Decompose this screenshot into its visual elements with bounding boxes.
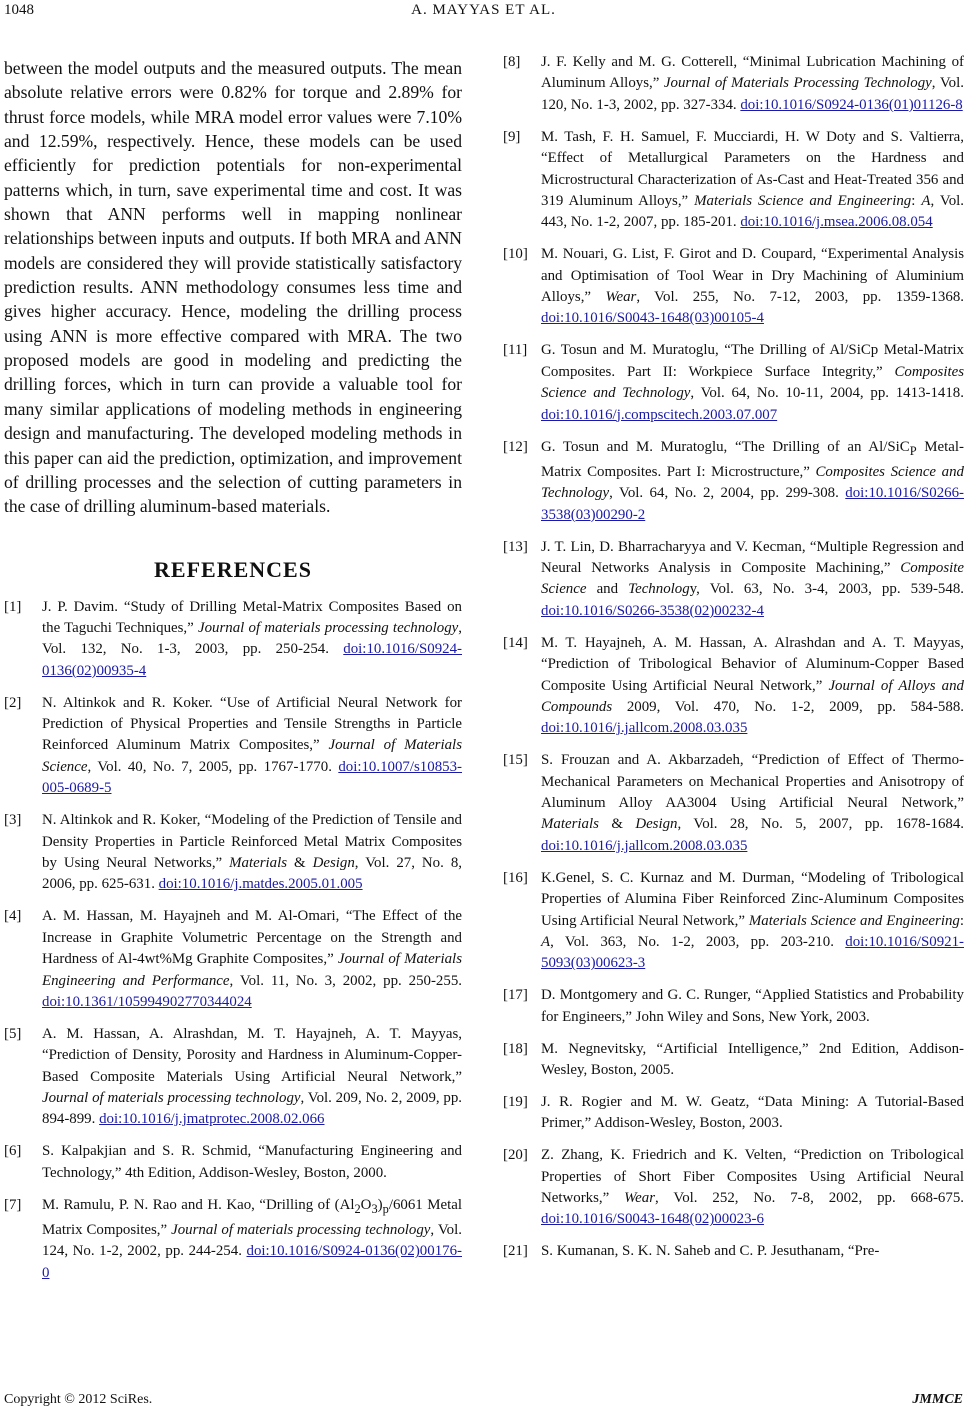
reference-number: [12] <box>503 438 528 455</box>
doi-link[interactable]: doi:10.1016/j.jmatprotec.2008.02.066 <box>99 1111 325 1128</box>
reference-text: O <box>360 1196 372 1213</box>
reference-text: ) <box>377 1196 383 1213</box>
reference-text: , Vol. 363, No. 1-2, 2003, pp. 203-210. <box>550 934 846 950</box>
reference-italic: Composites Science and Technology <box>541 463 964 502</box>
reference-text: D. Montgomery and G. C. Runger, “Applied Statistics and Probability for Engineers,” John Wiley and Sons, New York, 2003. <box>541 987 964 1025</box>
reference-item <box>503 537 964 623</box>
reference-italic: Journal of Materials Science <box>42 737 462 775</box>
reference-italic: Composites Science and Technology <box>541 363 964 402</box>
reference-text: N. Altinkok and R. Koker, “Modeling of the Prediction of Tensile and Density Properties in Particle Reinforced Metal Matrix Composites by Using Neural Networks,” <box>42 812 462 871</box>
reference-italic: Journal of materials processing technology <box>197 619 459 636</box>
reference-number: [16] <box>503 869 528 886</box>
running-title: A. MAYYAS ET AL. <box>411 2 556 18</box>
reference-italic: Journal of Materials Processing Technology <box>663 75 932 92</box>
doi-link[interactable]: doi:10.1016/S0266-3538(03)00290-2 <box>541 485 964 523</box>
reference-text: Z. Zhang, K. Friedrich and K. Velten, “Prediction on Tribological Properties of Short Fiber Composites Using Artificial Neural Networks,” <box>541 1147 964 1207</box>
reference-text: , Vol. 27, No. 8, 2006, pp. 625-631. <box>42 855 462 893</box>
reference-item <box>4 1024 462 1131</box>
reference-number: [10] <box>503 246 528 263</box>
reference-item <box>4 906 462 1013</box>
reference-text: J. T. Lin, D. Bharracharyya and V. Kecman, “Multiple Regression and Neural Networks Analysis in Composite Machining,” <box>541 538 964 576</box>
left-column <box>4 56 462 1295</box>
reference-italic: Journal of Materials Engineering and Performance <box>42 951 462 989</box>
reference-text: S. Kumanan, S. K. N. Saheb and C. P. Jesuthanam, “Pre- <box>541 1243 880 1260</box>
reference-number: [19] <box>503 1093 528 1110</box>
reference-number: [15] <box>503 752 528 769</box>
reference-italic: Materials <box>229 855 288 871</box>
reference-number: [20] <box>503 1147 528 1164</box>
reference-item <box>503 633 964 740</box>
reference-text: & <box>598 816 636 833</box>
reference-item <box>503 1145 964 1231</box>
reference-number: [6] <box>4 1143 22 1160</box>
reference-number: [8] <box>503 54 521 70</box>
reference-text: Metal-Matrix Composites. Part I: Microstructure,” <box>541 438 965 480</box>
doi-link[interactable]: doi:10.1016/S0043-1648(02)00023-6 <box>541 1211 764 1228</box>
reference-italic: Wear <box>605 289 637 306</box>
reference-italic: Materials Science and Engineering <box>748 912 960 929</box>
reference-italic: Wear <box>624 1190 656 1207</box>
reference-text: : <box>959 912 964 929</box>
reference-number: [5] <box>4 1025 22 1042</box>
doi-link[interactable]: doi:10.1016/j.jallcom.2008.03.035 <box>541 837 748 854</box>
reference-italic: Composite Science <box>541 560 964 598</box>
references-heading: REFERENCES <box>154 556 312 582</box>
conclusion-paragraph: between the model outputs and the measured outputs. The mean absolute relative errors were 0.82% for torque and 2.89% for thrust force models, while MRA model error values were 7.10% and 12.59%, respectively. Hence, these models can be used efficiently for prediction potentials for non-experimental patterns which, in turn, save experimental time and cost. It was shown that ANN performs well in mapping nonlinear relationships between inputs and outputs. If both MRA and ANN models are considered they will provide statistically satisfactory prediction results. ANN methodology consumes less time and gives higher accuracy. Hence, modeling the drilling process using ANN is more effective compared with MRA. The two proposed models are good in modeling and predicting the drilling forces, which in turn can provide a valuable tool for many similar applications of modeling methods in engineering design and manufacturing. The developed modeling methods in this paper can aid the prediction, optimization, and improvement of drilling processes and the selection of cutting parameters in the case of drilling aluminum-based materials. <box>4 58 462 517</box>
reference-text: A. M. Hassan, A. Alrashdan, M. T. Hayajneh, A. T. Mayyas, “Prediction of Density, Porosity and Hardness in Aluminum-Copper-Based Composite Materials Using Artificial Neural Network,” <box>42 1025 462 1085</box>
reference-text: , Vol. 252, No. 7-8, 2002, pp. 668-675. <box>655 1190 964 1207</box>
reference-item <box>4 1195 462 1285</box>
doi-link[interactable]: doi:10.1016/S0043-1648(03)00105-4 <box>541 310 764 327</box>
reference-number: [13] <box>503 538 528 555</box>
reference-text: , Vol. 64, No. 2, 2004, pp. 299-308. <box>609 485 846 502</box>
doi-link[interactable]: doi:10.1361/105994902770344024 <box>42 993 252 1010</box>
reference-item <box>503 437 964 527</box>
reference-item <box>503 244 964 330</box>
reference-text: and <box>586 581 629 598</box>
reference-number: [2] <box>4 694 22 711</box>
reference-subscript: P <box>909 443 917 458</box>
reference-italic: A <box>541 934 551 950</box>
doi-link[interactable]: doi:10.1016/j.jallcom.2008.03.035 <box>541 720 748 737</box>
reference-text: & <box>287 855 313 871</box>
reference-text: , Vol. 255, No. 7-12, 2003, pp. 1359-1368. <box>636 289 964 306</box>
doi-link[interactable]: doi:10.1016/S0924-0136(02)00176-0 <box>42 1243 462 1281</box>
reference-text: J. R. Rogier and M. W. Geatz, “Data Mining: A Tutorial-Based Primer,” Addison-Wesley, Boston, 2003. <box>541 1093 964 1132</box>
reference-item <box>503 340 964 426</box>
reference-text: , Vol. 120, No. 1-3, 2002, pp. 327-334. <box>541 75 964 113</box>
reference-item <box>4 693 462 800</box>
doi-link[interactable]: doi:10.1007/s10853-005-0689-5 <box>42 758 462 797</box>
reference-text: J. F. Kelly and M. G. Cotterell, “Minimal Lubrication Machining of Aluminum Alloys,” <box>541 54 964 92</box>
reference-number: [9] <box>503 128 521 145</box>
reference-text: y, Vol. 63, No. 3-4, 2003, pp. 539-548. <box>689 581 964 598</box>
reference-text: M. Ramulu, P. N. Rao and H. Kao, “Drilling of (Al <box>42 1196 355 1213</box>
reference-item <box>503 868 964 975</box>
right-column <box>503 52 964 1273</box>
reference-subscript: 2 <box>354 1201 361 1216</box>
reference-text: M. Negnevitsky, “Artificial Intelligence,” 2nd Edition, Addison-Wesley, Boston, 2005. <box>541 1040 964 1079</box>
reference-text: , Vol. 124, No. 1-2, 2002, pp. 244-254. <box>42 1222 462 1260</box>
reference-italic: Journal of materials processing technology <box>171 1222 431 1239</box>
doi-link[interactable]: doi:10.1016/S0921-5093(03)00623-3 <box>541 934 964 972</box>
reference-number: [14] <box>503 634 528 651</box>
reference-subscript: 3 <box>371 1201 378 1216</box>
reference-text: G. Tosun and M. Muratoglu, “The Drilling of an Al/SiC <box>541 438 910 455</box>
reference-italic: Journal of materials processing technology <box>42 1090 301 1107</box>
reference-italic: Materials <box>541 816 599 833</box>
page-header <box>0 0 967 30</box>
reference-text: , Vol. 28, No. 5, 2007, pp. 1678-1684. <box>677 816 965 833</box>
reference-text: , Vol. 11, No. 3, 2002, pp. 250-255. <box>229 972 462 989</box>
reference-text: : <box>911 192 922 209</box>
reference-text: A. M. Hassan, M. Hayajneh and M. Al-Omari, “The Effect of the Increase in Graphite Volumetric Percentage on the Strength and Hardness of Al-4wt%Mg Graphite Composites,” <box>42 908 462 968</box>
reference-number: [11] <box>503 342 528 359</box>
reference-item <box>4 597 462 683</box>
reference-text: , Vol. 64, No. 10-11, 2004, pp. 1413-1418. <box>690 385 964 402</box>
reference-text: M. Tash, F. H. Samuel, F. Mucciardi, H. W Doty and S. Valtierra, “Effect of Metallurgical Parameters on the Hardness and Microstructural Characterization of As-Cast and Heat-Treated 356 and 319 Aluminum Alloys,” <box>541 128 964 209</box>
reference-subscript: p <box>382 1201 389 1216</box>
reference-item <box>4 810 462 896</box>
reference-item <box>503 750 964 857</box>
page-number: 1048 <box>4 2 34 18</box>
reference-number: [1] <box>4 598 22 615</box>
reference-text: , Vol. 132, No. 1-3, 2003, pp. 250-254. <box>42 619 462 658</box>
reference-number: [21] <box>503 1243 528 1260</box>
reference-text: , Vol. 443, No. 1-2, 2007, pp. 185-201. <box>541 192 965 231</box>
doi-link[interactable]: doi:10.1016/S0266-3538(02)00232-4 <box>541 602 764 619</box>
reference-text: S. Kalpakjian and S. R. Schmid, “Manufacturing Engineering and Technology,” 4th Edition, Addison-Wesley, Boston, 2000. <box>42 1143 462 1181</box>
reference-number: [4] <box>4 908 22 925</box>
doi-link[interactable]: doi:10.1016/S0924-0136(01)01126-8 <box>740 96 963 113</box>
reference-text: S. Frouzan and A. Akbarzadeh, “Prediction of Effect of Thermo-Mechanical Parameters on Mechanical Properties and Anisotropy of Aluminum Alloy AA3004 Using Artificial Neural Network,” <box>541 752 964 812</box>
reference-number: [17] <box>503 987 528 1004</box>
reference-italic: Technolog <box>628 581 690 598</box>
reference-item <box>4 1141 462 1184</box>
doi-link[interactable]: doi:10.1016/j.compscitech.2003.07.007 <box>541 406 778 423</box>
reference-item <box>503 1241 964 1262</box>
reference-text: M. Nouari, G. List, F. Girot and D. Coupard, “Experimental Analysis and Optimisation of Tool Wear in Dry Machining of Aluminium Alloys,” <box>541 246 964 306</box>
reference-item <box>503 127 964 234</box>
reference-italic: Design <box>312 855 355 871</box>
reference-text: N. Altinkok and R. Koker. “Use of Artificial Neural Network for Prediction of Physical Properties and Tensile Strengths in Particle Reinforced Aluminum Matrix Composites,” <box>42 694 462 754</box>
reference-number: [7] <box>4 1196 22 1213</box>
reference-italic: A <box>921 192 931 209</box>
reference-text: G. Tosun and M. Muratoglu, “The Drilling of Al/SiCp Metal-Matrix Composites. Part II: Workpiece Surface Integrity,” <box>541 342 964 380</box>
reference-text: K.Genel, S. C. Kurnaz and M. Durman, “Modeling of Tribological Properties of Alumina Fiber Reinforced Zinc-Aluminum Composites Using Artificial Neural Network,” <box>541 869 964 929</box>
reference-number: [3] <box>4 812 22 829</box>
reference-list-left <box>4 597 462 1285</box>
reference-item <box>503 985 964 1028</box>
reference-text: , Vol. 209, No. 2, 2009, pp. 894-899. <box>42 1090 462 1128</box>
reference-text: , Vol. 40, No. 7, 2005, pp. 1767-1770. <box>87 758 339 775</box>
doi-link[interactable]: doi:10.1016/j.matdes.2005.01.005 <box>158 876 363 893</box>
doi-link[interactable]: doi:10.1016/j.msea.2006.08.054 <box>740 214 933 231</box>
journal-abbreviation: JMMCE <box>912 1392 963 1407</box>
doi-link[interactable]: doi:10.1016/S0924-0136(02)00935-4 <box>42 641 462 679</box>
reference-italic: Materials Science and Engineering <box>694 192 912 209</box>
reference-list-right <box>503 52 964 1263</box>
reference-item <box>503 1092 964 1135</box>
reference-italic: Journal of Alloys and Compounds <box>541 677 965 715</box>
copyright-notice: Copyright © 2012 SciRes. <box>4 1392 153 1407</box>
reference-item <box>503 1039 964 1082</box>
reference-text: J. P. Davim. “Study of Drilling Metal-Matrix Composites Based on the Taguchi Techniques,” <box>42 598 462 636</box>
reference-number: [18] <box>503 1040 528 1057</box>
reference-text: 2009, Vol. 470, No. 1-2, 2009, pp. 584-588. <box>612 698 964 715</box>
reference-item <box>503 52 964 116</box>
reference-italic: Design <box>635 816 678 833</box>
reference-text: /6061 Metal Matrix Composites,” <box>42 1196 462 1239</box>
reference-text: M. T. Hayajneh, A. M. Hassan, A. Alrashdan and A. T. Mayyas, “Prediction of Tribological Behavior of Aluminum-Copper Based Composite Using Artificial Neural Network,” <box>541 634 964 694</box>
